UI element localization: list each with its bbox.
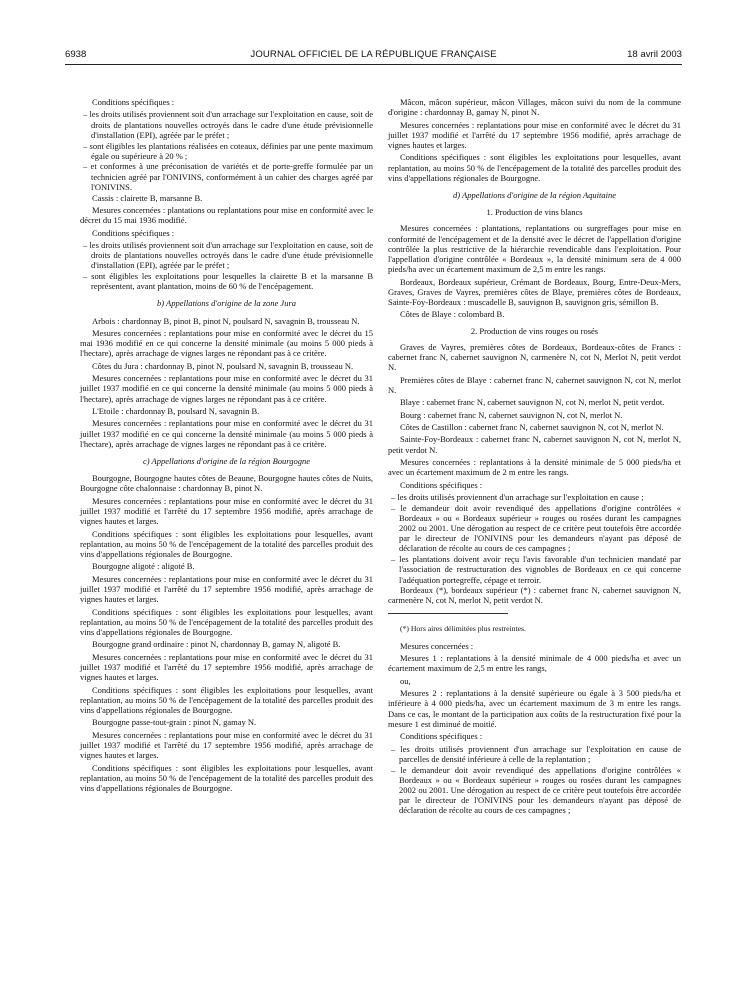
list-item: – et conformes à une préconisation de variétés et de porte-greffe formulée par un technicien agréé par l'ONIVINS, conformément à un cahier des charges agréé par l'ONIVINS. [83, 161, 373, 192]
paragraph: Blaye : cabernet franc N, cabernet sauvignon N, cot N, merlot N, petit verdot. [400, 397, 665, 408]
right-column [388, 97, 681, 816]
paragraph: Mesures concernées : replantations à la densité minimale de 5 000 pieds/ha et avec un écartement maximum de 2 m entre les rangs. [388, 456, 681, 478]
paragraph: Graves de Vayres, premières côtes de Bordeaux, Bordeaux-côtes de Francs : cabernet franc N, cabernet sauvignon N, carmenère N, cot N, Merlot N, petit verdot N. [388, 341, 681, 373]
paragraph: Mesures concernées : replantations pour mise en conformité avec le décret du 31 juillet 1937 modifié en ce qui concerne la densité minimale (au moins 5 000 pieds à l'hectare), après arrachage de vignes larges ne répondant pas à ce critère. [80, 418, 373, 449]
paragraph: Bourgogne passe-tout-grain : pinot N, gamay N. [92, 717, 257, 728]
section-heading: c) Appellations d'origine de la région Bourgogne [142, 455, 311, 466]
page-number: 6938 [65, 49, 87, 60]
paragraph: Côtes du Jura : chardonnay B, pinot N, poulsard N, savagnin B, trousseau N. [92, 360, 354, 371]
paragraph: Mesures concernées : replantations pour mise en conformité avec le décret du 31 juillet 1937 modifié et l'arrêté du 17 septembre 1956 modifié, après arrachage de vignes hautes et larges. [388, 119, 681, 150]
paragraph: Côtes de Castillon : cabernet franc N, cabernet sauvignon N, cot N, merlot N. [400, 421, 664, 432]
list-item: – les droits utilisés proviennent d'un arrachage sur l'exploitation en cause de parcelles de densité inférieure à celle de la replantation ; [391, 743, 681, 764]
list-item: – les droits utilisés proviennent soit d'un arrachage sur l'exploitation en cause, soit de droits de plantations nouvelles octroyés dans le cadre d'une étude prévisionnelle d'installation (EPI), agréée par le préfet ; [83, 239, 373, 271]
subsection-heading: 2. Production de vins rouges ou rosés [470, 325, 599, 336]
paragraph: L'Etoile : chardonnay B, poulsard N, savagnin B. [92, 405, 260, 416]
paragraph: Mesures concernées : replantations pour mise en conformité avec le décret du 31 juillet 1937 modifié et l'arrêté du 17 septembre 1956 modifié, après arrachage de vignes hautes et larges. [80, 573, 373, 605]
paragraph: Bourgogne aligoté : aligoté B. [92, 561, 195, 572]
paragraph: Conditions spécifiques : sont éligibles les exploitations pour lesquelles, avant replantation, au moins 50 % de l'encépagement de la totalité des parcelles produit des vins d'appellations régionales de Bourgogne. [80, 606, 373, 637]
paragraph: Conditions spécifiques : sont éligibles les exploitations pour lesquelles, avant replantation, au moins 50 % de l'encépagement de la totalité des parcelles produit des vins d'appellations régionales de Bourgogne. [80, 762, 373, 793]
list-item: – sont éligibles les exploitations pour lesquelles la clairette B et la marsanne B représentent, avant plantation, moins de 60 % de l'encépagement. [83, 271, 373, 292]
paragraph: Conditions spécifiques : [400, 479, 483, 490]
list-item: – le demandeur doit avoir revendiqué des appellations d'origine contrôlées « Bordeaux » ou « Bordeaux supérieur » rouges ou rosées durant les campagnes 2002 ou 2001. Une dérogation au respect de ce critère peut toutefois être accordée par le directeur de l'ONIVINS pour les demandeurs n'ayant pas déposé de déclaration de récolte au cours de ces campagnes ; [391, 764, 681, 816]
paragraph: Mesures concernées : plantations ou replantations pour mise en conformité avec le décret du 15 mai 1936 modifié. [80, 204, 373, 226]
paragraph: Arbois : chardonnay B, pinot B, pinot N, poulsard N, savagnin B, trousseau N. [92, 315, 360, 326]
paragraph: Conditions spécifiques : sont éligibles les exploitations pour lesquelles, avant replantation, au moins 50 % de l'encépagement de la totalité des parcelles produit des vins d'appellations régionales de Bourgogne. [80, 528, 373, 559]
paragraph: Bourg : cabernet franc N, cabernet sauvignon N, cot N, merlot N. [400, 409, 623, 420]
paragraph: Cassis : clairette B, marsanne B. [92, 192, 203, 203]
paragraph: Mesures concernées : [400, 640, 474, 651]
paragraph: Premières côtes de Blaye : cabernet franc N, cabernet sauvignon N, cot N, merlot N. [388, 374, 681, 395]
paragraph: Mesures concernées : replantations pour mise en conformité avec le décret du 15 mai 1936 modifié en ce qui concerne la densité minimale (au moins 5 000 pieds à l'hectare), après arrachage de vignes larges ne répondant pas à ce critère. [80, 328, 373, 359]
paragraph: Bourgogne, Bourgogne hautes côtes de Beaune, Bourgogne hautes côtes de Nuits, Bourgogne côte chalonnaise : chardonnay B, pinot N. [80, 473, 373, 494]
paragraph: Sainte-Foy-Bordeaux : cabernet franc N, cabernet sauvignon N, cot N, merlot N, petit verdot N. [388, 434, 681, 455]
footnote-rule [388, 613, 508, 614]
paragraph: Mesures concernées : plantations, replantations ou surgreffages pour mise en conformité de l'encépagement et de la densité avec le décret de l'appellation d'origine contrôlée la plus restrictive de la hiérarchie revendicable dans l'exploitation. Pour l'appellation d'origine contrôlée « Bordeaux », la densité minimum sera de 4 000 pieds/ha avec un écartement maximum de 2,5 m entre les rangs. [388, 223, 681, 275]
paragraph: Conditions spécifiques : [400, 731, 483, 742]
header-rule [65, 64, 682, 65]
section-heading: b) Appellations d'origine de la zone Jura [156, 298, 297, 309]
page-header [65, 48, 682, 62]
list-item: – sont éligibles les plantations réalisées en coteaux, définies par une pente maximum égale ou supérieure à 20 % ; [83, 140, 373, 161]
paragraph: Mesures concernées : replantations pour mise en conformité avec le décret du 31 juillet 1937 modifié et l'arrêté du 17 septembre 1956 modifié, après arrachage de vignes hautes et larges. [80, 729, 373, 761]
paragraph: Conditions spécifiques : [92, 97, 175, 107]
paragraph: Bourgogne grand ordinaire : pinot N, chardonnay B, gamay N, aligoté B. [92, 639, 341, 650]
subsection-heading: 1. Production de vins blancs [486, 207, 583, 218]
paragraph: Mesures concernées : replantations pour mise en conformité avec le décret du 31 juillet 1937 modifié et l'arrêté du 17 septembre 1956 modifié, après arrachage de vignes hautes et larges. [80, 495, 373, 527]
section-heading: d) Appellations d'origine de la région Aquitaine [453, 190, 616, 200]
paragraph: Mâcon, mâcon supérieur, mâcon Villages, mâcon suivi du nom de la commune d'origine : chardonnay B, gamay N, pinot N. [388, 97, 681, 118]
list-item: – les droits utilisés proviennent d'un arrachage sur l'exploitation en cause ; [391, 491, 644, 502]
list-item: – les plantations doivent avoir reçu l'avis favorable d'un technicien mandaté par l'association de restructuration des vignobles de Bordeaux en ce qui concerne l'adéquation portegreffe, cépage et terroir. [391, 554, 681, 585]
paragraph: Bordeaux, Bordeaux supérieur, Crémant de Bordeaux, Bourg, Entre-Deux-Mers, Graves, Graves de Vayres, premières côtes de Blaye, premières côtes de Bordeaux, Sainte-Foy-Bordeaux : muscadelle B, sauvignon B, sauvignon gris, sémillon B. [388, 276, 681, 308]
left-column [80, 97, 373, 795]
list-item: – les droits utilisés proviennent soit d'un arrachage sur l'exploitation en cause, soit de droits de plantations nouvelles octroyés dans le cadre d'une étude prévisionnelle d'installation (EPI), agréée par le préfet ; [83, 109, 373, 140]
footnote: (*) Hors aires délimitées plus restreintes. [400, 623, 526, 633]
paragraph: Conditions spécifiques : [92, 227, 175, 238]
publication-date: 18 avril 2003 [627, 49, 682, 60]
paragraph: Bordeaux (*), bordeaux supérieur (*) : cabernet franc N, cabernet sauvignon N, carmenère N, cot N, merlot N, petit verdot N. [388, 585, 681, 606]
paragraph: Mesures 1 : replantations à la densité minimale de 4 000 pieds/ha et avec un écartement maximum de 2,5 m entre les rangs, [388, 653, 681, 674]
paragraph: Conditions spécifiques : sont éligibles les exploitations pour lesquelles, avant replantation, au moins 50 % de l'encépagement de la totalité des parcelles produit des vins d'appellations régionales de Bourgogne. [388, 152, 681, 183]
paragraph: Mesures concernées : replantations pour mise en conformité avec le décret du 31 juillet 1937 modifié en ce qui concerne la densité minimale (au moins 5 000 pieds à l'hectare), après arrachage de vignes larges ne répondant pas à ce critère. [80, 373, 373, 404]
paragraph: Conditions spécifiques : sont éligibles les exploitations pour lesquelles, avant replantation, au moins 50 % de l'encépagement de la totalité des parcelles produit des vins d'appellations régionales de Bourgogne. [80, 684, 373, 715]
paragraph: ou, [400, 675, 411, 686]
paragraph: Côtes de Blaye : colombard B. [400, 309, 505, 320]
paragraph: Mesures concernées : replantations pour mise en conformité avec le décret du 31 juillet 1937 modifié et l'arrêté du 17 septembre 1956 modifié, après arrachage de vignes hautes et larges. [80, 651, 373, 683]
paragraph: Mesures 2 : replantations à la densité supérieure ou égale à 3 500 pieds/ha et inférieure à 4 000 pieds/ha, avec un écartement maximum de 3 m entre les rangs. Dans ce cas, le montant de la participation aux coûts de la restructuration fixé pour la mesure 1 est diminué de moitié. [388, 688, 681, 729]
list-item: – le demandeur doit avoir revendiqué des appellations d'origine contrôlées « Bordeaux » ou « Bordeaux supérieur » rouges ou rosées durant les campagnes 2002 ou 2001. Une dérogation au respect de ce critère peut toutefois être accordée par le directeur de l'ONIVINS pour les demandeurs n'ayant pas déposé de déclaration de récolte au cours de ces campagnes ; [391, 502, 681, 554]
journal-title: JOURNAL OFFICIEL DE LA RÉPUBLIQUE FRANÇAISE [250, 49, 497, 60]
